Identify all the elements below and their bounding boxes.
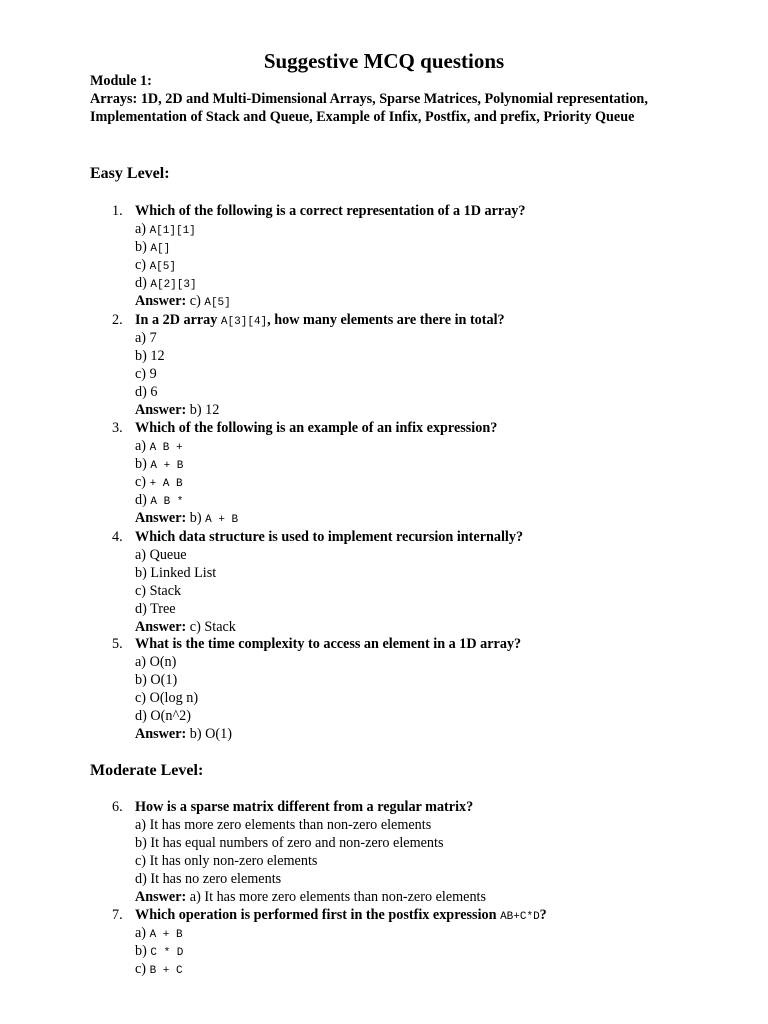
answer-option (135, 238, 170, 258)
question-number: 1. (112, 203, 123, 219)
option-prefix: a) (135, 817, 150, 833)
option-prefix: a) (135, 438, 150, 454)
question-number: 4. (112, 529, 123, 545)
option-prefix: b) (135, 565, 151, 581)
option-text: A B * (150, 496, 184, 508)
answer-line (135, 509, 238, 529)
option-text: Tree (150, 601, 176, 617)
question-text-part: ? (539, 907, 547, 923)
option-text: 9 (149, 366, 157, 382)
option-prefix: c) (135, 961, 150, 977)
option-text: O(log n) (149, 690, 199, 706)
option-prefix: c) (135, 474, 150, 490)
option-text: A[] (150, 243, 171, 255)
answer-option (135, 689, 198, 707)
option-prefix: c) (135, 366, 150, 382)
option-text: O(1) (150, 672, 178, 688)
question-number: 5. (112, 636, 123, 652)
option-text: A[1][1] (149, 225, 196, 237)
option-text: A[2][3] (150, 279, 197, 291)
answer-option (135, 455, 183, 475)
answer-label: Answer: (135, 619, 190, 635)
option-prefix: b) (135, 239, 151, 255)
question-text-part: Which operation is performed first in the postfix expression (135, 907, 501, 923)
question-text-part: How is a sparse matrix different from a regular matrix? (135, 799, 474, 815)
page-title: Suggestive MCQ questions (263, 49, 505, 73)
option-prefix: d) (135, 871, 151, 887)
option-text: Stack (149, 583, 182, 599)
answer-option (135, 491, 183, 511)
answer-text: 12 (205, 402, 220, 418)
option-text: A + B (150, 460, 184, 472)
question-code: A[3][4] (220, 316, 268, 328)
answer-option (135, 671, 177, 689)
answer-label: Answer: (135, 889, 190, 905)
answer-line (135, 725, 232, 743)
option-text: 12 (150, 348, 165, 364)
answer-option (135, 816, 431, 834)
answer-prefix: c) (189, 293, 205, 309)
option-text: B + C (149, 965, 183, 977)
option-text: O(n) (149, 654, 177, 670)
question-text-part: , how many elements are there in total? (267, 312, 505, 328)
answer-prefix: b) (189, 726, 206, 742)
option-prefix: a) (135, 221, 150, 237)
answer-option (135, 473, 183, 493)
question-text-part: Which data structure is used to implement recursion internally? (135, 529, 524, 545)
question-number: 6. (112, 799, 123, 815)
answer-option (135, 600, 176, 618)
answer-option (135, 329, 157, 347)
answer-option (135, 924, 183, 944)
question-text (135, 202, 526, 220)
option-prefix: d) (135, 492, 151, 508)
question-text (135, 419, 497, 437)
option-text: It has only non-zero elements (149, 853, 318, 869)
answer-text: O(1) (205, 726, 232, 742)
option-text: Linked List (150, 565, 217, 581)
option-prefix: c) (135, 853, 150, 869)
option-prefix: d) (135, 708, 151, 724)
answer-prefix: b) (189, 402, 206, 418)
question-number: 7. (112, 907, 123, 923)
answer-text: A + B (205, 514, 239, 526)
answer-option (135, 834, 443, 852)
answer-option (135, 347, 165, 365)
answer-text: A[5] (204, 297, 231, 309)
option-text: A[5] (149, 261, 176, 273)
option-text: O(n^2) (150, 708, 191, 724)
option-prefix: a) (135, 330, 150, 346)
answer-option (135, 582, 181, 600)
answer-option (135, 707, 191, 725)
option-prefix: c) (135, 690, 150, 706)
question-number: 3. (112, 420, 123, 436)
module-header (90, 73, 690, 126)
answer-label: Answer: (135, 402, 190, 418)
option-prefix: b) (135, 348, 151, 364)
answer-line (135, 292, 231, 312)
option-prefix: a) (135, 547, 150, 563)
question-text (135, 906, 547, 926)
option-prefix: b) (135, 943, 151, 959)
answer-option (135, 870, 281, 888)
moderate-level-heading: Moderate Level: (90, 762, 204, 779)
option-text: A B + (149, 442, 183, 454)
easy-level-heading: Easy Level: (90, 165, 170, 182)
question-text (135, 528, 523, 546)
option-prefix: a) (135, 925, 150, 941)
question-text-part: Which of the following is a correct representation of a 1D array? (135, 203, 526, 219)
question-text-part: Which of the following is an example of an infix expression? (135, 420, 498, 436)
module-heading: Module 1: (90, 73, 152, 89)
answer-option (135, 220, 196, 240)
module-topics: Arrays: 1D, 2D and Multi-Dimensional Arrays, Sparse Matrices, Polynomial representation, Implementation of Stack and Queue, Example of Infix, Postfix, and prefix, Priority Queue (90, 90, 648, 125)
option-text: It has equal numbers of zero and non-zero elements (150, 835, 444, 851)
option-prefix: d) (135, 275, 151, 291)
option-prefix: b) (135, 835, 151, 851)
option-prefix: c) (135, 257, 150, 273)
answer-option (135, 256, 176, 276)
answer-label: Answer: (135, 510, 190, 526)
question-text (135, 635, 521, 653)
answer-option (135, 852, 317, 870)
option-prefix: c) (135, 583, 150, 599)
answer-line (135, 401, 219, 419)
option-text: 6 (150, 384, 158, 400)
option-text: + A B (149, 478, 183, 490)
answer-option (135, 564, 216, 582)
option-text: A + B (149, 929, 183, 941)
answer-line (135, 618, 236, 636)
option-text: Queue (149, 547, 187, 563)
answer-option (135, 274, 197, 294)
answer-option (135, 546, 187, 564)
answer-option (135, 942, 183, 962)
answer-line (135, 888, 486, 906)
option-prefix: d) (135, 384, 151, 400)
answer-label: Answer: (135, 293, 190, 309)
option-prefix: b) (135, 456, 151, 472)
option-text: C * D (150, 947, 184, 959)
question-code: AB+C*D (500, 911, 540, 923)
answer-prefix: c) (189, 619, 205, 635)
answer-text: It has more zero elements than non-zero elements (204, 889, 487, 905)
question-text-part: In a 2D array (135, 312, 221, 328)
answer-label: Answer: (135, 726, 190, 742)
question-text (135, 311, 505, 331)
answer-option (135, 383, 157, 401)
answer-option (135, 437, 183, 457)
option-text: It has no zero elements (150, 871, 282, 887)
answer-prefix: a) (189, 889, 205, 905)
question-number: 2. (112, 312, 123, 328)
option-prefix: d) (135, 601, 151, 617)
option-prefix: b) (135, 672, 151, 688)
option-text: It has more zero elements than non-zero elements (149, 817, 432, 833)
option-text: 7 (149, 330, 157, 346)
answer-option (135, 365, 157, 383)
option-prefix: a) (135, 654, 150, 670)
answer-option (135, 960, 183, 980)
question-text-part: What is the time complexity to access an element in a 1D array? (135, 636, 522, 652)
question-text (135, 798, 473, 816)
answer-option (135, 653, 176, 671)
answer-prefix: b) (189, 510, 206, 526)
answer-text: Stack (204, 619, 236, 635)
